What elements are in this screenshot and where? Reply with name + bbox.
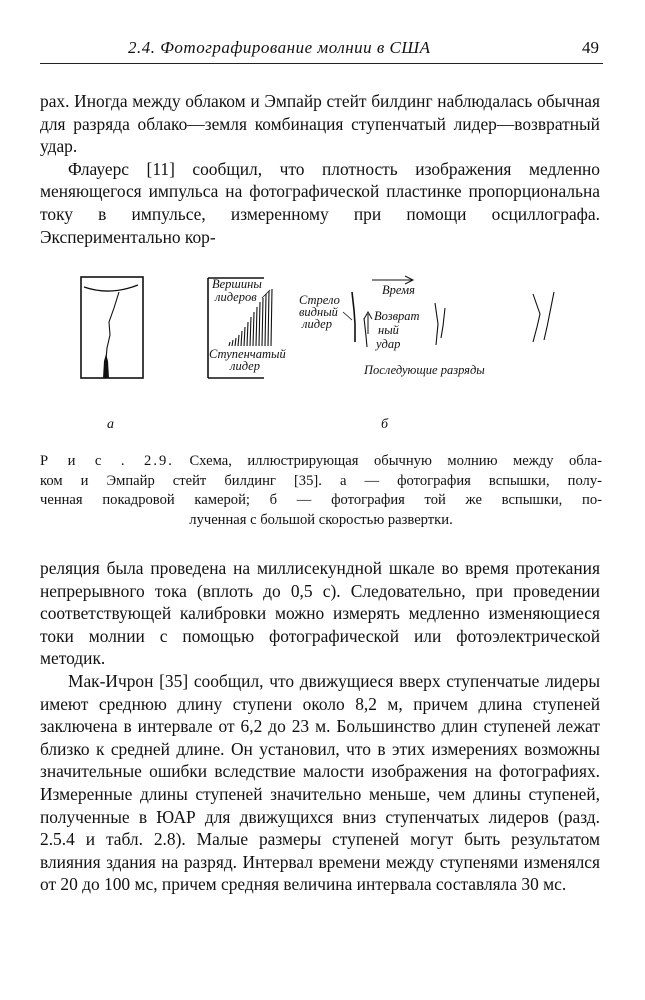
figure-panel-a: [80, 275, 144, 379]
running-header: [40, 36, 603, 66]
leader-stroke: [247, 322, 248, 346]
label-leader-tips-2: лидеров: [215, 290, 257, 304]
label-leader-tips-1: Вершины: [212, 277, 262, 291]
panel-label-a: а: [107, 417, 114, 432]
caption-prefix: Р и с . 2.9.: [40, 453, 174, 469]
leader-stroke: [244, 327, 245, 346]
panel-a-frame: [81, 277, 143, 378]
page-number: 49: [582, 38, 599, 57]
leader-stroke: [253, 312, 254, 346]
caption-line-4: лученная с большой скоростью развертки.: [189, 511, 453, 528]
dart-leader-trace: [352, 292, 355, 342]
header-rule: [40, 63, 603, 64]
leader-stroke: [259, 302, 260, 346]
return-stroke-trace-2: [435, 303, 438, 345]
label-return-2: ный: [378, 323, 399, 337]
leader-stroke: [250, 317, 251, 346]
panel-label-b: б: [381, 417, 389, 432]
header-title: 2.4. Фотографирование молнии в США: [128, 38, 431, 57]
caption-text-1: Схема, иллюстрирующая обычную молнию между обла-: [189, 453, 602, 469]
leader-stroke: [265, 294, 266, 346]
paragraph-continuation: рах. Иногда между облаком и Эмпайр стейт билдинг наблюдалась обычная для разряда облако—земля комбинация ступенчатый лидер—возвратный удар.: [40, 91, 600, 157]
leader-stroke: [271, 289, 272, 346]
leader-stroke: [241, 331, 242, 346]
leader-stroke: [229, 342, 230, 346]
leader-stroke: [256, 307, 257, 346]
caption-line-1: [40, 452, 602, 472]
paragraph-flowers: Флауерс [11] сообщил, что плотность изображения медленно меняющегося импульса на фотографической пластинке пропорциональна току в импульсе, измеренному при помощи осциллографа. Экспериментально кор-: [40, 158, 600, 247]
text-block-top: [40, 90, 600, 248]
label-stepped-2: лидер: [230, 359, 260, 373]
leader-stroke: [238, 335, 239, 346]
paragraph-correlation: реляция была проведена на миллисекундной шкале во время протекания непрерывного тока (вплоть до 0,5 с). Следовательно, при проведении соответствующей калибровки можно измерять медленно изменяющиеся токи молнии с помощью фотографической или фотоэлектрической методик.: [40, 558, 600, 669]
return-stroke-trace: [364, 318, 367, 347]
label-return-1: Возврат: [374, 309, 420, 323]
figure-panel-b: [200, 272, 580, 387]
label-dart-3: лидер: [302, 317, 332, 331]
leader-stroke: [268, 291, 269, 346]
building-silhouette: [103, 354, 109, 378]
leader-stroke: [262, 298, 263, 346]
label-dart-1: Стрело: [299, 293, 340, 307]
label-stepped-1: Ступенчатый: [209, 347, 286, 361]
lightning-channel: [106, 292, 119, 360]
leader-stroke: [232, 340, 233, 346]
figure-caption: [40, 452, 602, 530]
label-time: Время: [382, 283, 415, 297]
dart-leader-pointer: [343, 312, 352, 320]
cloud-base-curve: [84, 285, 138, 291]
text-block-bottom: [40, 557, 600, 896]
subsequent-stroke-1: [533, 294, 540, 342]
caption-line-2: ком и Эмпайр стейт билдинг [35]. а — фотография вспышки, полу-: [40, 472, 602, 489]
subsequent-stroke-2: [544, 292, 554, 340]
return-stroke-trace-3: [441, 308, 445, 338]
label-dart-2: видный: [299, 305, 338, 319]
label-return-3: удар: [376, 337, 401, 351]
leader-stroke: [235, 338, 236, 346]
caption-line-3: ченная покадровой камерой; б — фотография той же вспышки, по-: [40, 492, 602, 508]
label-subsequent: Последующие разряды: [364, 363, 485, 377]
paragraph-mcEachron: Мак-Ичрон [35] сообщил, что движущиеся вверх ступенчатые лидеры имеют среднюю длину ступени около 8,2 м, причем длина ступеней заключена в интервале от 6,2 до 23 м. Большинство длин ступеней лежат близко к средней длине. Он установил, что в этих измерениях возможны значительные ошибки вследствие малости изображения на фотографиях. Измеренные длины ступеней значительно меньше, чем длины ступеней, полученные в ЮАР для движущихся вниз ступенчатых лидеров (разд. 2.5.4 и табл. 2.8). Малые размеры ступеней могут быть результатом влияния здания на разряд. Интервал времени между ступенями изменялся от 20 до 100 мс, причем средняя величина интервала составляла 30 мс.: [40, 670, 600, 895]
